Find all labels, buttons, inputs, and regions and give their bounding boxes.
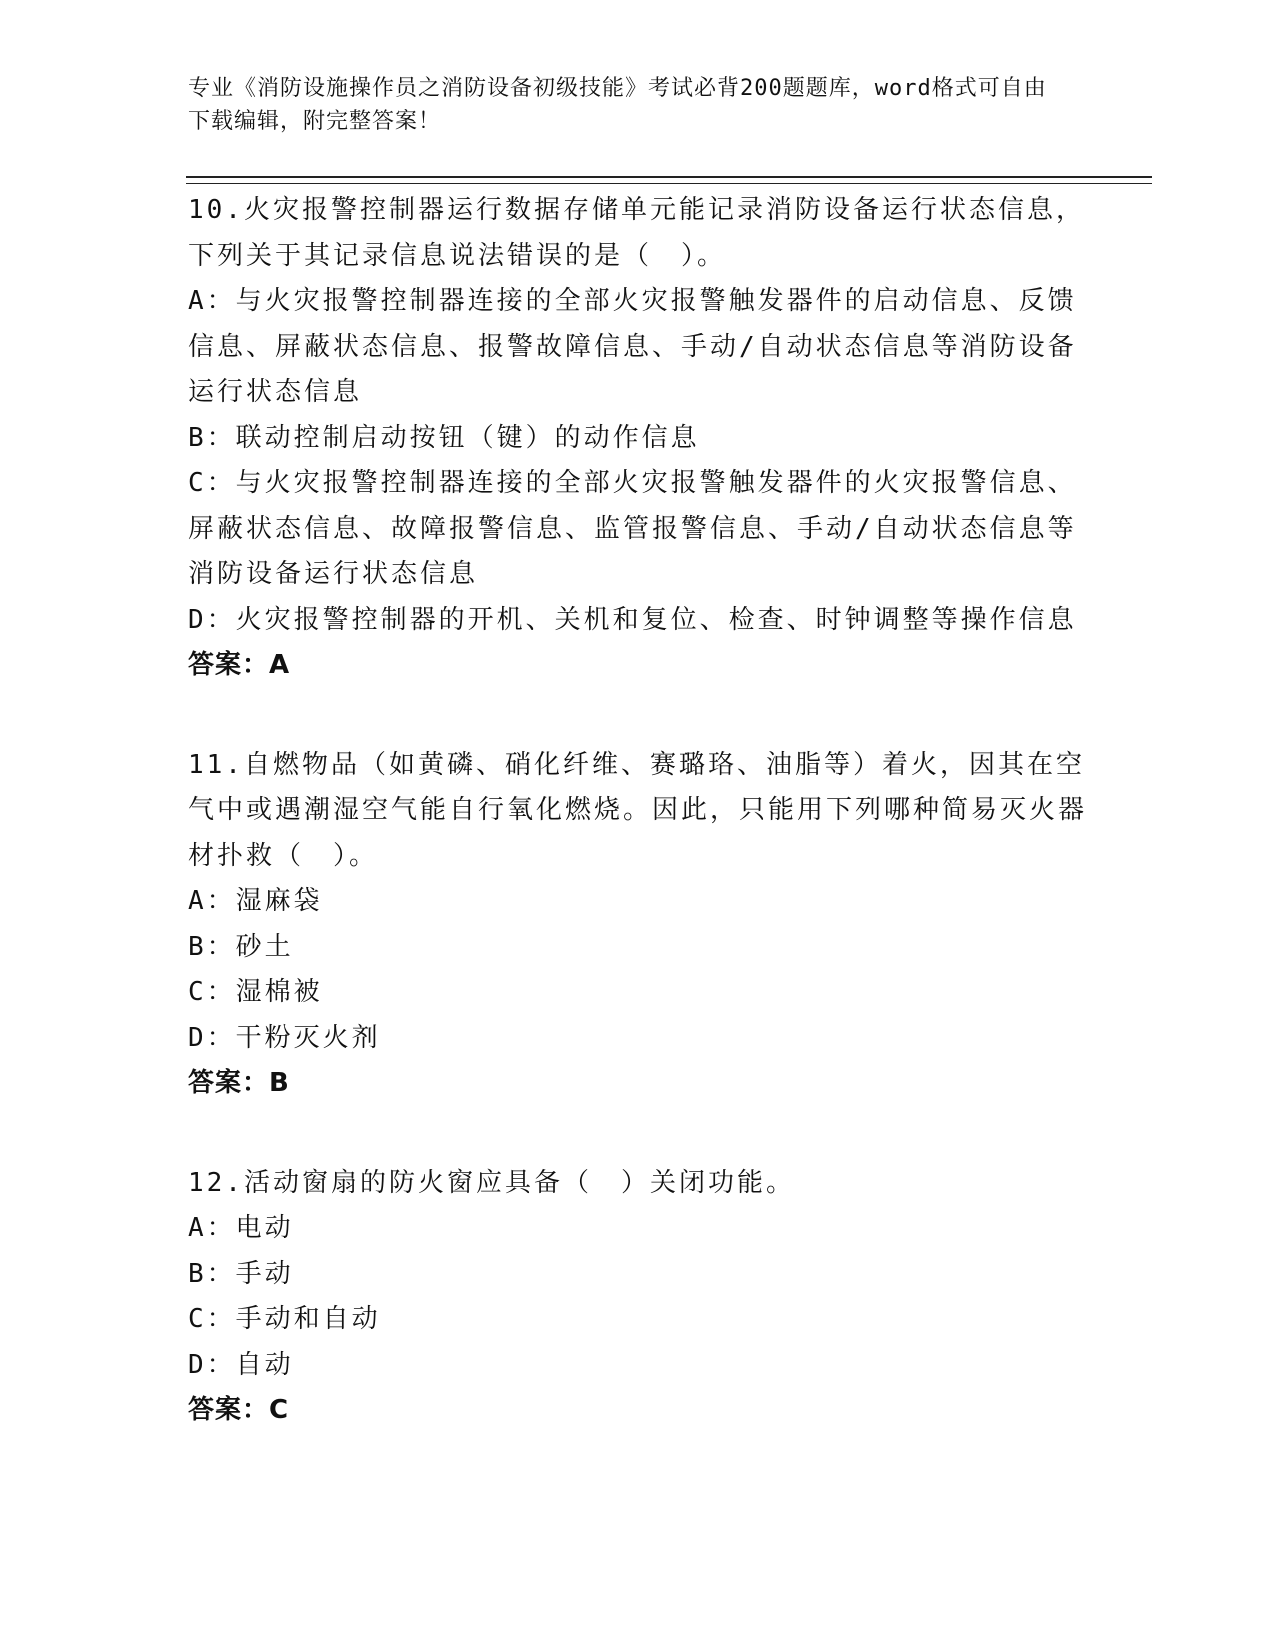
question-stem: 12.活动窗扇的防火窗应具备（ ）关闭功能。 — [188, 1167, 795, 1198]
option-c: C：手动和自动 — [188, 1304, 381, 1334]
answer-label: 答案：B — [188, 1068, 290, 1098]
page-header: 专业《消防设施操作员之消防设备初级技能》考试必背200题题库，word格式可自由下载编辑，附完整答案！ — [188, 76, 1047, 134]
option-c: C：湿棉被 — [188, 977, 323, 1007]
option-a: A：湿麻袋 — [188, 886, 323, 916]
answer-label: 答案：A — [188, 650, 291, 680]
question-10 — [188, 188, 1088, 689]
question-11 — [188, 743, 1088, 1107]
answer-label: 答案：C — [188, 1395, 290, 1425]
question-12 — [188, 1161, 1088, 1434]
option-a: A：与火灾报警控制器连接的全部火灾报警触发器件的启动信息、反馈信息、屏蔽状态信息、报警故障信息、手动/自动状态信息等消防设备运行状态信息 — [188, 286, 1077, 407]
option-b: B：手动 — [188, 1258, 294, 1289]
option-d: D：干粉灭火剂 — [188, 1022, 381, 1053]
option-a: A：电动 — [188, 1213, 294, 1243]
option-d: D：自动 — [188, 1349, 294, 1380]
option-c: C：与火灾报警控制器连接的全部火灾报警触发器件的火灾报警信息、屏蔽状态信息、故障报警信息、监管报警信息、手动/自动状态信息等消防设备运行状态信息 — [188, 468, 1077, 589]
question-list — [188, 188, 1088, 1488]
question-stem: 10.火灾报警控制器运行数据存储单元能记录消防设备运行状态信息，下列关于其记录信息说法错误的是（ ）。 — [188, 195, 1085, 271]
option-b: B：联动控制启动按钮（键）的动作信息 — [188, 422, 700, 453]
header-divider — [186, 176, 1152, 184]
question-stem: 11.自燃物品（如黄磷、硝化纤维、赛璐珞、油脂等）着火，因其在空气中或遇潮湿空气能自行氧化燃烧。因此，只能用下列哪种简易灭火器材扑救（ ）。 — [188, 749, 1088, 871]
option-d: D：火灾报警控制器的开机、关机和复位、检查、时钟调整等操作信息 — [188, 604, 1077, 635]
option-b: B：砂土 — [188, 931, 294, 962]
